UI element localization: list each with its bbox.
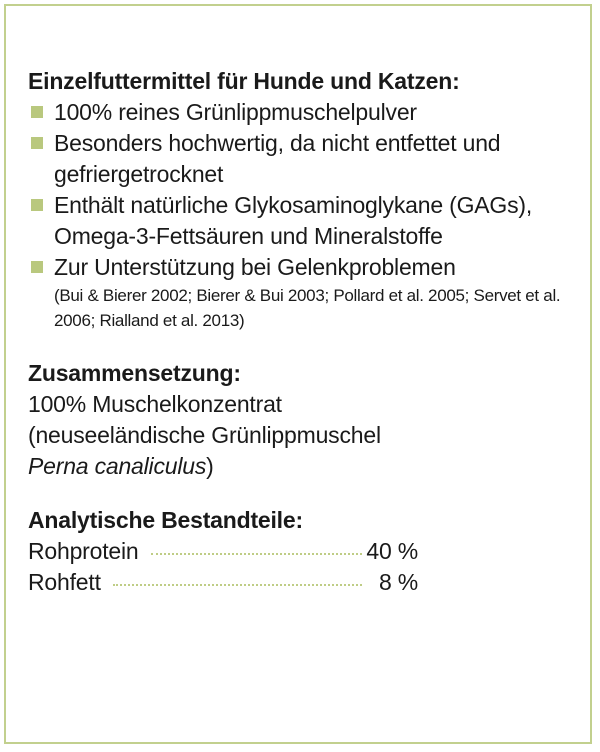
feed-type-heading: Einzelfuttermittel für Hunde und Katzen: xyxy=(28,68,460,94)
square-bullet-icon xyxy=(31,137,43,149)
species-name: Perna canaliculus xyxy=(28,453,207,479)
analysis-value: 8 % xyxy=(378,569,418,595)
analysis-heading: Analytische Bestandteile: xyxy=(28,507,303,533)
analysis-row xyxy=(28,536,418,567)
square-bullet-icon xyxy=(31,261,43,273)
analysis-label: Rohfett xyxy=(28,569,101,595)
square-bullet-icon xyxy=(31,199,43,211)
bullet-text: Besonders hochwertig, da nicht entfettet und gefriergetrocknet xyxy=(54,130,501,187)
species-line xyxy=(28,451,588,482)
composition-heading: Zusammensetzung: xyxy=(28,360,241,386)
analysis-label: Rohprotein xyxy=(28,538,139,564)
analysis-section xyxy=(28,505,588,598)
bullet-text: Enthält natürliche Glykosaminoglykane (GAGs), Omega-3-Fettsäuren und Mineralstoffe xyxy=(54,192,533,249)
bullet-text: Zur Unterstützung bei Gelenkproblemen xyxy=(54,254,456,280)
feature-list xyxy=(28,97,588,333)
list-item xyxy=(28,97,588,128)
info-content xyxy=(28,66,588,598)
info-box xyxy=(4,4,592,744)
bullet-text: 100% reines Grünlippmuschelpulver xyxy=(54,99,417,125)
composition-line: (neuseeländische Grünlippmuschel xyxy=(28,422,381,448)
analysis-value: 40 % xyxy=(366,538,418,564)
list-item xyxy=(28,128,588,190)
list-item xyxy=(28,190,588,252)
composition-line: 100% Muschelkonzentrat xyxy=(28,391,282,417)
citation-text: (Bui & Bierer 2002; Bierer & Bui 2003; Pollard et al. 2005; Servet et al. 2006; Rialland et al. 2013) xyxy=(54,286,561,330)
closing-paren: ) xyxy=(206,453,214,479)
dot-leader xyxy=(113,584,362,586)
dot-leader xyxy=(151,553,362,555)
analysis-row xyxy=(28,567,418,598)
composition-section xyxy=(28,358,588,482)
list-item xyxy=(28,252,588,333)
square-bullet-icon xyxy=(31,106,43,118)
